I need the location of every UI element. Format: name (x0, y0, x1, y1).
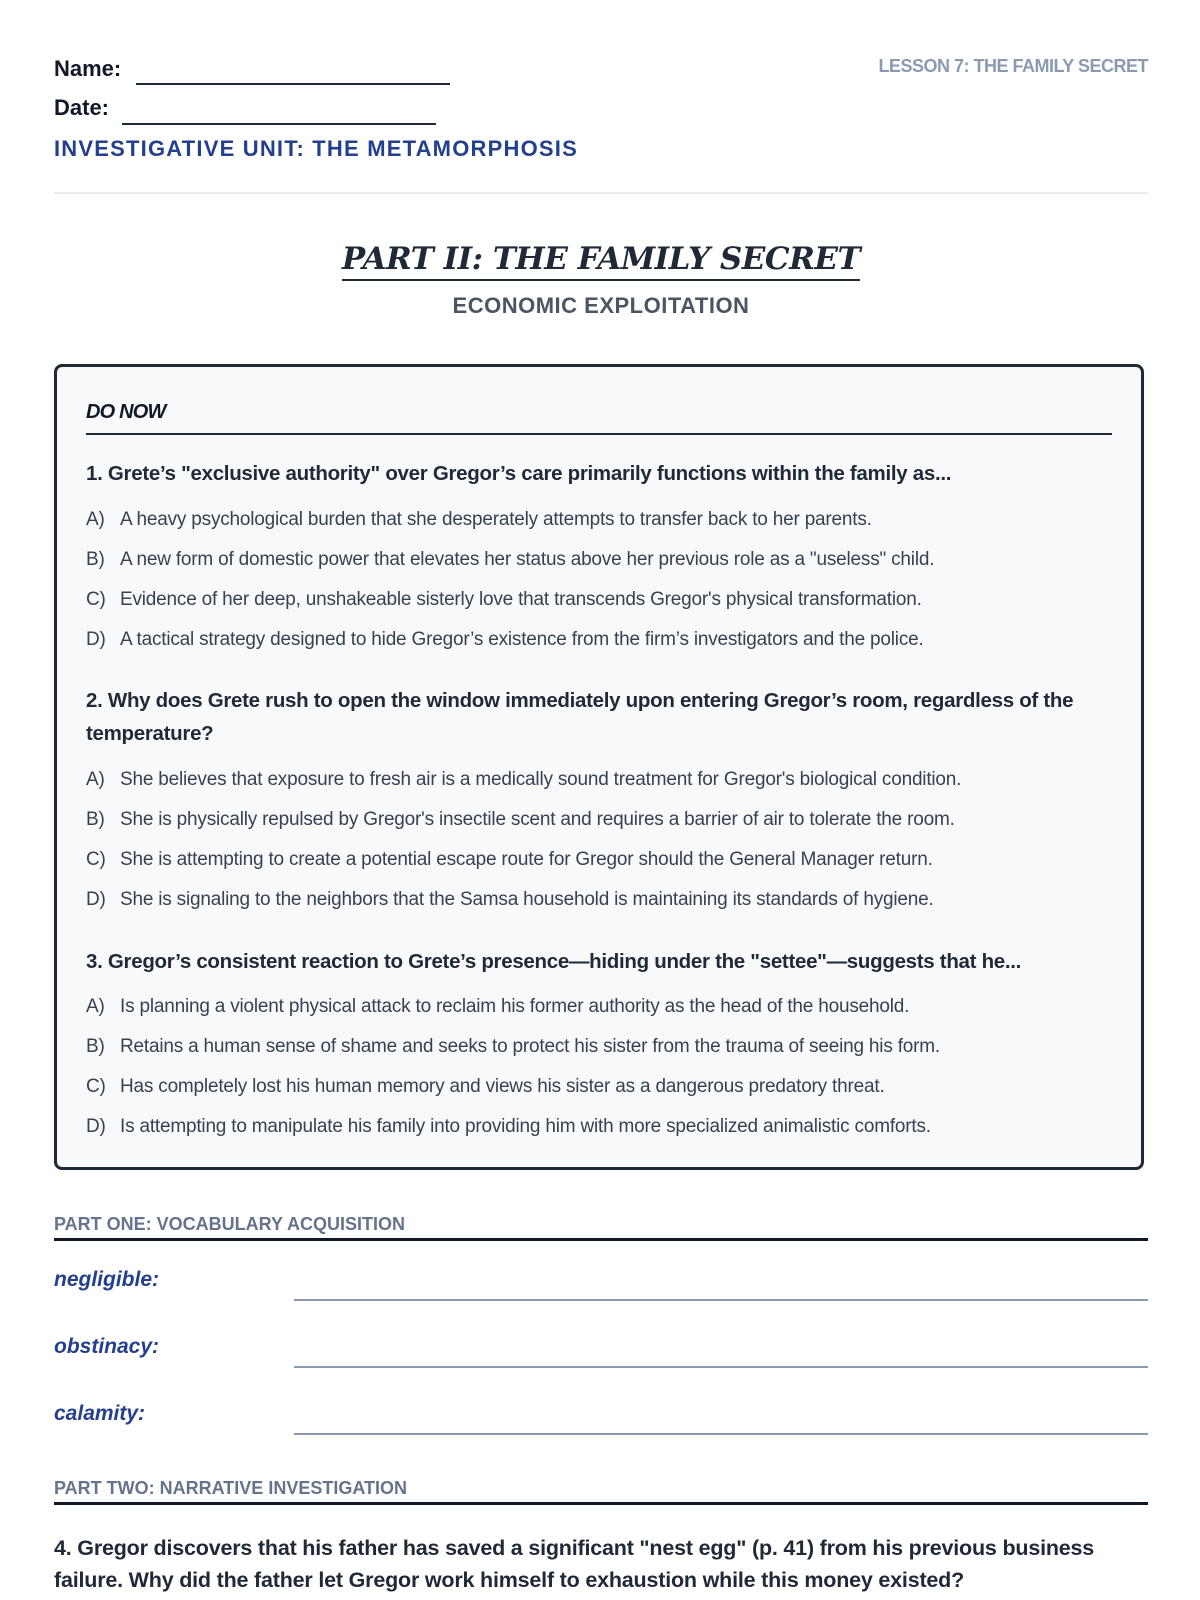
question-1-option-c[interactable]: C) Evidence of her deep, unshakeable sisterly love that transcends Gregor's physical transformation. (86, 589, 922, 610)
question-3-option-a[interactable]: A) Is planning a violent physical attack to reclaim his former authority as the head of the household. (86, 996, 910, 1017)
vocab-answer-line[interactable] (294, 1299, 1148, 1301)
question-1-option-b[interactable]: B) A new form of domestic power that elevates her status above her previous role as a "useless" child. (86, 549, 935, 570)
page-subtitle: ECONOMIC EXPLOITATION (452, 293, 750, 318)
question-3: 3. Gregor’s consistent reaction to Grete’s presence—hiding under the "settee"—suggests that he... (86, 950, 1022, 973)
part-one-heading: PART ONE: VOCABULARY ACQUISITION (54, 1212, 1148, 1241)
do-now-rule (86, 433, 1112, 435)
question-3-option-c[interactable]: C) Has completely lost his human memory and views his sister as a dangerous predatory threat. (86, 1076, 885, 1097)
do-now-box (54, 364, 1144, 1170)
name-label: Name: (54, 56, 122, 81)
unit-title: INVESTIGATIVE UNIT: THE METAMORPHOSIS (54, 136, 578, 161)
question-2-option-b[interactable]: B) She is physically repulsed by Gregor's insectile scent and requires a barrier of air to tolerate the room. (86, 809, 955, 830)
part-two-heading: PART TWO: NARRATIVE INVESTIGATION (54, 1476, 1148, 1505)
title-block (54, 240, 1148, 281)
vocab-term-obstinacy: obstinacy: (54, 1335, 160, 1358)
vocab-term-negligible: negligible: (54, 1268, 159, 1291)
do-now-label: DO NOW (86, 401, 166, 423)
page-title: PART II: THE FAMILY SECRET (342, 240, 860, 281)
lesson-label: LESSON 7: THE FAMILY SECRET (878, 56, 1148, 76)
question-2: 2. Why does Grete rush to open the window immediately upon entering Gregor’s room, regardless of the temperature? (86, 689, 1074, 745)
date-label: Date: (54, 95, 110, 120)
question-1-option-d[interactable]: D) A tactical strategy designed to hide Gregor’s existence from the firm’s investigators and the police. (86, 629, 924, 650)
question-4: 4. Gregor discovers that his father has saved a significant "nest egg" (p. 41) from his previous business failure. Why did the father let Gregor work himself to exhaustion while this money existed? (54, 1536, 1095, 1592)
question-1-option-a[interactable]: A) A heavy psychological burden that she desperately attempts to transfer back to her parents. (86, 509, 872, 530)
question-3-option-d[interactable]: D) Is attempting to manipulate his family into providing him with more specialized animalistic comforts. (86, 1116, 931, 1137)
name-line (136, 83, 450, 85)
question-3-option-b[interactable]: B) Retains a human sense of shame and seeks to protect his sister from the trauma of seeing his form. (86, 1036, 940, 1057)
vocab-answer-line[interactable] (294, 1433, 1148, 1435)
question-2-option-d[interactable]: D) She is signaling to the neighbors that the Samsa household is maintaining its standards of hygiene. (86, 889, 934, 910)
question-2-option-a[interactable]: A) She believes that exposure to fresh air is a medically sound treatment for Gregor's biological condition. (86, 769, 962, 790)
worksheet-page (54, 0, 1148, 1600)
vocab-answer-line[interactable] (294, 1366, 1148, 1368)
header-divider (54, 192, 1148, 194)
question-1: 1. Grete’s "exclusive authority" over Gregor’s care primarily functions within the family as... (86, 462, 952, 485)
question-2-option-c[interactable]: C) She is attempting to create a potential escape route for Gregor should the General Manager return. (86, 849, 933, 870)
date-line (122, 123, 436, 125)
vocab-term-calamity: calamity: (54, 1402, 146, 1425)
